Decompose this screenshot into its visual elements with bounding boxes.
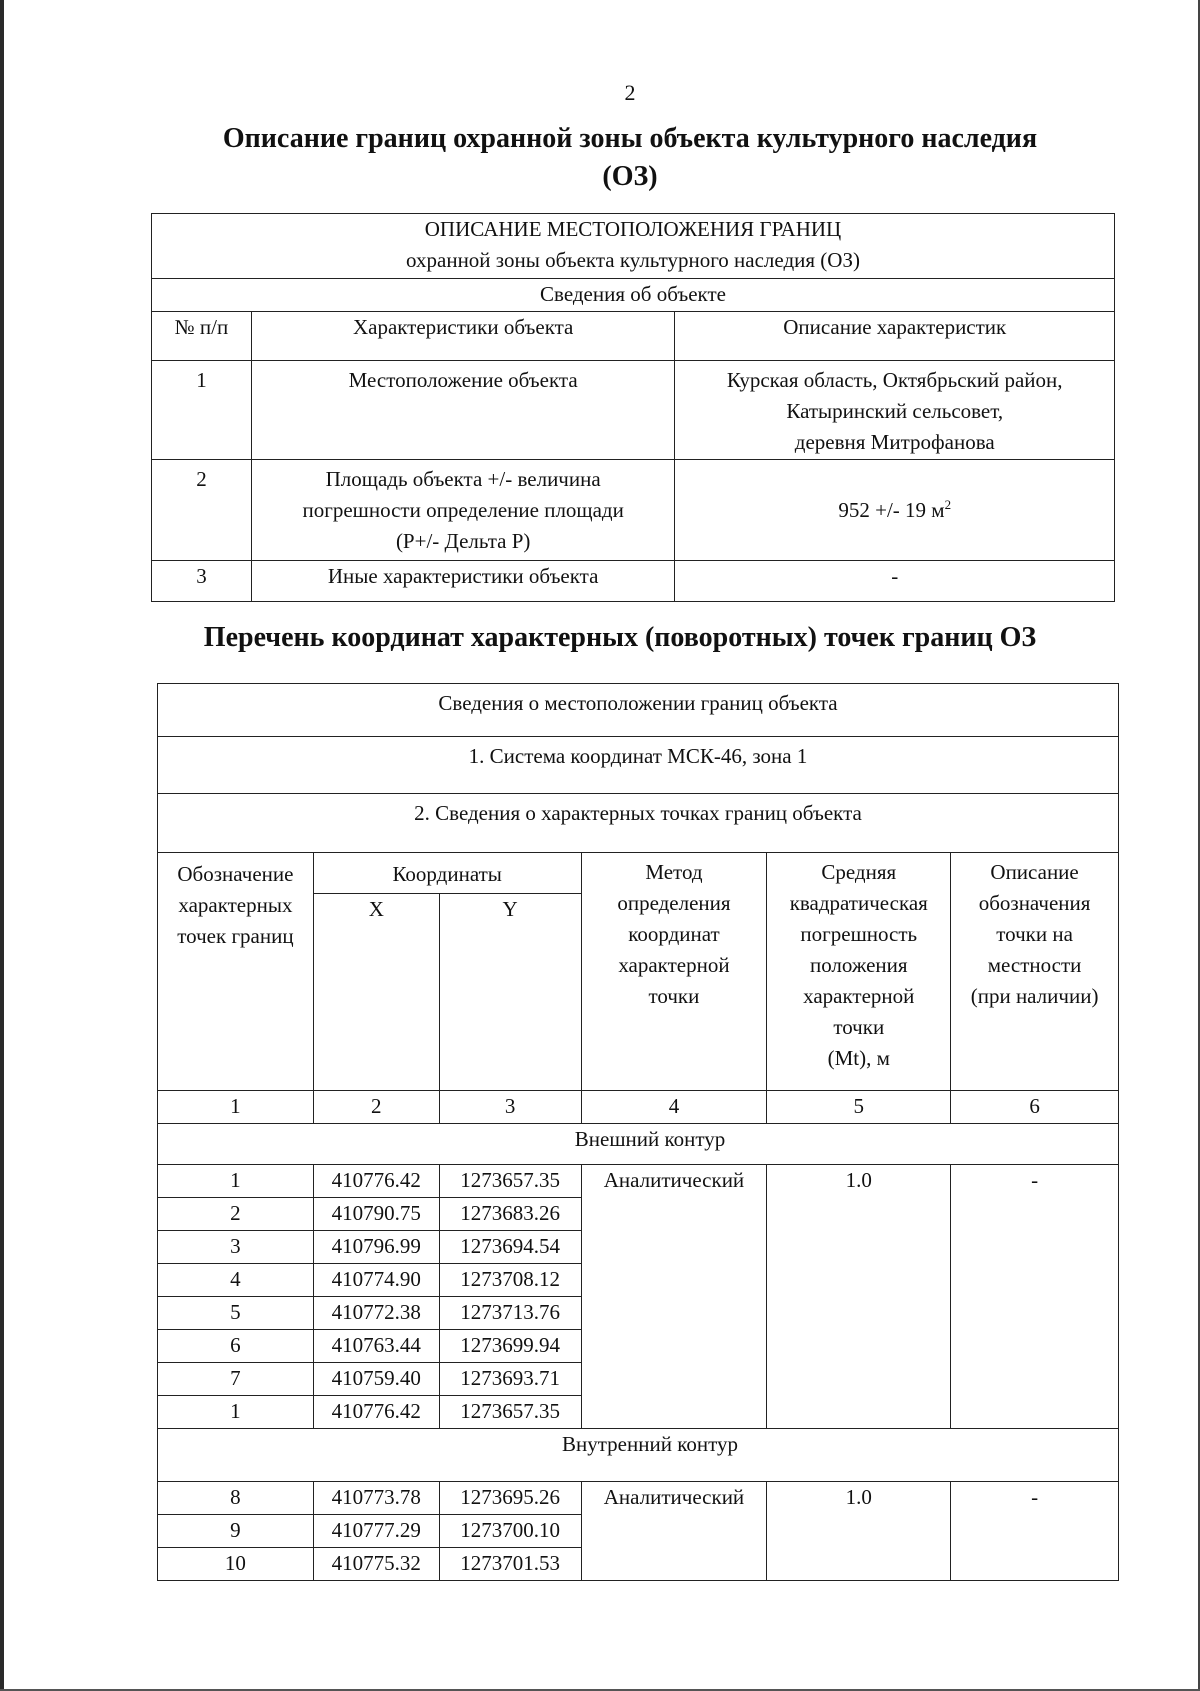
coord-y: 1273657.35 bbox=[439, 1396, 581, 1429]
area-label-line3: (Р+/- Дельта Р) bbox=[395, 529, 531, 553]
column-header-description bbox=[951, 853, 1119, 1091]
header-text: Средняя bbox=[821, 860, 897, 884]
cell-num: 2 bbox=[152, 460, 252, 561]
coord-y: 1273700.10 bbox=[439, 1515, 581, 1548]
area-label-line2: погрешности определение площади bbox=[302, 498, 624, 522]
location-line3: деревня Митрофанова bbox=[794, 430, 995, 454]
coord-x: 410775.32 bbox=[313, 1548, 439, 1581]
header-text: местности bbox=[987, 953, 1082, 977]
header-text: положения bbox=[809, 953, 908, 977]
area-unit-superscript: 2 bbox=[944, 496, 952, 512]
coord-x: 410777.29 bbox=[313, 1515, 439, 1548]
page-title bbox=[160, 120, 1100, 196]
table-row bbox=[152, 214, 1115, 279]
coord-y: 1273713.76 bbox=[439, 1297, 581, 1330]
header-text: характерной bbox=[618, 953, 730, 977]
coordinates-table bbox=[157, 683, 1119, 1581]
column-header-accuracy bbox=[767, 853, 951, 1091]
cell-num: 1 bbox=[152, 361, 252, 460]
table1-header-line1: ОПИСАНИЕ МЕСТОПОЛОЖЕНИЯ ГРАНИЦ bbox=[424, 217, 842, 241]
coord-y: 1273695.26 bbox=[439, 1482, 581, 1515]
table2-header2: 1. Система координат МСК-46, зона 1 bbox=[158, 737, 1119, 794]
inner-contour-text: Внутренний контур bbox=[562, 1432, 738, 1456]
table1-header-line2: охранной зоны объекта культурного наследия (ОЗ) bbox=[406, 248, 860, 272]
outer-method: Аналитический bbox=[581, 1165, 767, 1429]
header-text: обозначения bbox=[978, 891, 1091, 915]
area-label-line1: Площадь объекта +/- величина bbox=[325, 467, 601, 491]
table-row bbox=[152, 279, 1115, 312]
coord-x: 410774.90 bbox=[313, 1264, 439, 1297]
point-id: 6 bbox=[158, 1330, 314, 1363]
title-line-1: Описание границ охранной зоны объекта культурного наследия bbox=[222, 123, 1038, 154]
coord-y: 1273701.53 bbox=[439, 1548, 581, 1581]
point-id: 1 bbox=[158, 1396, 314, 1429]
coord-x: 410763.44 bbox=[313, 1330, 439, 1363]
inner-accuracy: 1.0 bbox=[767, 1482, 951, 1581]
point-id: 8 bbox=[158, 1482, 314, 1515]
table-row bbox=[158, 1091, 1119, 1124]
column-number: 4 bbox=[581, 1091, 767, 1124]
header-text: точки bbox=[833, 1015, 885, 1039]
header-text: точек границ bbox=[177, 924, 294, 948]
page-number: 2 bbox=[624, 80, 636, 105]
column-header-num: № п/п bbox=[152, 312, 252, 361]
section-title: Перечень координат характерных (поворотных) точек границ ОЗ bbox=[203, 622, 1037, 653]
table-row bbox=[158, 1482, 1119, 1515]
column-header-coordinates: Координаты bbox=[313, 853, 581, 894]
header-text: Обозначение bbox=[177, 862, 294, 886]
outer-description: - bbox=[951, 1165, 1119, 1429]
table2-header1: Сведения о местоположении границ объекта bbox=[158, 684, 1119, 737]
outer-contour-text: Внешний контур bbox=[574, 1127, 726, 1151]
column-number: 3 bbox=[439, 1091, 581, 1124]
header-text: Описание bbox=[990, 860, 1079, 884]
coord-y: 1273683.26 bbox=[439, 1198, 581, 1231]
point-id: 10 bbox=[158, 1548, 314, 1581]
table-row bbox=[158, 794, 1119, 853]
outer-accuracy: 1.0 bbox=[767, 1165, 951, 1429]
table-row bbox=[158, 1124, 1119, 1165]
header-text: (Mt), м bbox=[827, 1046, 890, 1070]
coord-x: 410772.38 bbox=[313, 1297, 439, 1330]
table1-subheader: Сведения об объекте bbox=[152, 279, 1115, 312]
cell-characteristic bbox=[251, 460, 675, 561]
coord-x: 410773.78 bbox=[313, 1482, 439, 1515]
column-number: 2 bbox=[313, 1091, 439, 1124]
header-text: координат bbox=[628, 922, 720, 946]
inner-contour-label bbox=[158, 1429, 1119, 1482]
scan-edge-left bbox=[0, 0, 4, 1691]
location-line1: Курская область, Октябрьский район, bbox=[726, 368, 1063, 392]
column-header-method bbox=[581, 853, 767, 1091]
coord-y: 1273694.54 bbox=[439, 1231, 581, 1264]
header-text: (при наличии) bbox=[970, 984, 1099, 1008]
table-row bbox=[152, 561, 1115, 602]
inner-method: Аналитический bbox=[581, 1482, 767, 1581]
coord-x: 410776.42 bbox=[313, 1396, 439, 1429]
column-header-y: Y bbox=[439, 894, 581, 1091]
cell-other-value: - bbox=[675, 561, 1115, 602]
header-text: точки bbox=[648, 984, 700, 1008]
location-line2: Катыринский сельсовет, bbox=[786, 399, 1004, 423]
coord-x: 410790.75 bbox=[313, 1198, 439, 1231]
coord-x: 410759.40 bbox=[313, 1363, 439, 1396]
cell-area-value bbox=[675, 460, 1115, 561]
cell-location-value bbox=[675, 361, 1115, 460]
title-line-2: (ОЗ) bbox=[602, 161, 658, 192]
header-text: погрешность bbox=[800, 922, 918, 946]
area-value: 952 +/- 19 м bbox=[838, 497, 945, 522]
column-number: 5 bbox=[767, 1091, 951, 1124]
header-text: квадратическая bbox=[789, 891, 928, 915]
column-header-description: Описание характеристик bbox=[675, 312, 1115, 361]
header-text: характерной bbox=[803, 984, 915, 1008]
outer-contour-label bbox=[158, 1124, 1119, 1165]
point-id: 7 bbox=[158, 1363, 314, 1396]
table-row bbox=[158, 737, 1119, 794]
point-id: 5 bbox=[158, 1297, 314, 1330]
table-row bbox=[158, 1429, 1119, 1482]
column-number: 6 bbox=[951, 1091, 1119, 1124]
coord-y: 1273708.12 bbox=[439, 1264, 581, 1297]
header-text: точки на bbox=[996, 922, 1073, 946]
table-row bbox=[158, 1165, 1119, 1198]
table1-header bbox=[152, 214, 1115, 279]
column-header-point bbox=[158, 853, 314, 1091]
cell-characteristic: Иные характеристики объекта bbox=[251, 561, 675, 602]
coord-y: 1273699.94 bbox=[439, 1330, 581, 1363]
cell-num: 3 bbox=[152, 561, 252, 602]
table2-header3: 2. Сведения о характерных точках границ объекта bbox=[158, 794, 1119, 853]
point-id: 1 bbox=[158, 1165, 314, 1198]
point-id: 3 bbox=[158, 1231, 314, 1264]
table-row bbox=[158, 853, 1119, 894]
column-number: 1 bbox=[158, 1091, 314, 1124]
point-id: 2 bbox=[158, 1198, 314, 1231]
column-header-x: X bbox=[313, 894, 439, 1091]
table-row bbox=[152, 460, 1115, 561]
object-info-table bbox=[151, 213, 1115, 602]
coord-y: 1273693.71 bbox=[439, 1363, 581, 1396]
header-text: определения bbox=[617, 891, 731, 915]
point-id: 9 bbox=[158, 1515, 314, 1548]
cell-characteristic: Местоположение объекта bbox=[251, 361, 675, 460]
inner-description: - bbox=[951, 1482, 1119, 1581]
coord-y: 1273657.35 bbox=[439, 1165, 581, 1198]
table-row bbox=[152, 361, 1115, 460]
column-header-characteristics: Характеристики объекта bbox=[251, 312, 675, 361]
coord-x: 410776.42 bbox=[313, 1165, 439, 1198]
table-row bbox=[158, 684, 1119, 737]
point-id: 4 bbox=[158, 1264, 314, 1297]
coord-x: 410796.99 bbox=[313, 1231, 439, 1264]
header-text: Метод bbox=[645, 860, 703, 884]
table-row bbox=[152, 312, 1115, 361]
header-text: характерных bbox=[178, 893, 293, 917]
